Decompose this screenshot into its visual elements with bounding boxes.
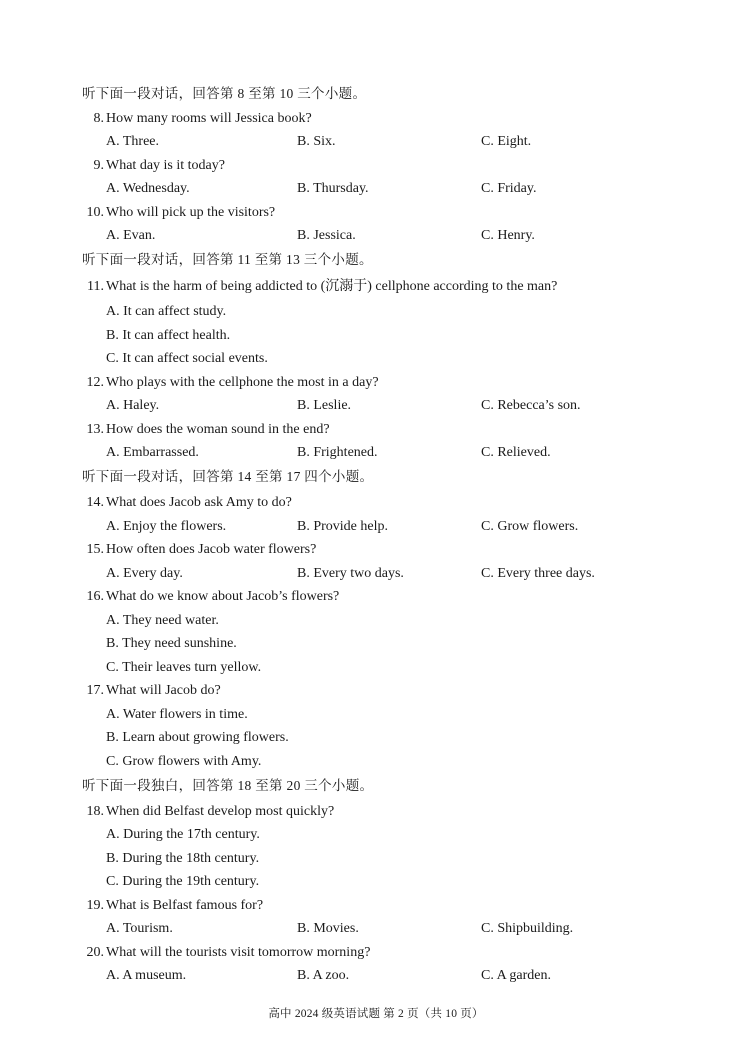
option-a: A. Embarrassed. xyxy=(106,445,199,460)
options-19 xyxy=(0,917,752,940)
question-20 xyxy=(0,941,752,964)
options-12 xyxy=(0,394,752,417)
option-b: B. Provide help. xyxy=(297,519,388,534)
options-16-c xyxy=(0,656,752,679)
option-a: A. Enjoy the flowers. xyxy=(106,519,227,534)
option-a: A. It can affect study. xyxy=(106,304,227,319)
option-a: A. Every day. xyxy=(106,566,183,581)
option-c: C. Grow flowers with Amy. xyxy=(106,754,262,769)
options-17-b xyxy=(0,726,752,749)
question-9 xyxy=(0,154,752,177)
question-text: How many rooms will Jessica book? xyxy=(106,111,312,126)
question-number: 18. xyxy=(86,804,104,819)
options-20 xyxy=(0,964,752,987)
options-16-a xyxy=(0,609,752,632)
option-a: A. Water flowers in time. xyxy=(106,707,248,722)
question-13 xyxy=(0,418,752,441)
options-10 xyxy=(0,224,752,247)
section-heading: 听下面一段对话，回答第 11 至第 13 三个小题。 xyxy=(82,252,373,267)
question-17 xyxy=(0,679,752,702)
options-15 xyxy=(0,562,752,585)
question-19 xyxy=(0,894,752,917)
option-a: A. Evan. xyxy=(106,228,156,243)
option-c: C. Friday. xyxy=(481,181,537,196)
option-c: C. Their leaves turn yellow. xyxy=(106,660,262,675)
question-number: 14. xyxy=(86,495,104,510)
question-text: What is Belfast famous for? xyxy=(106,898,264,913)
options-8 xyxy=(0,130,752,153)
options-11 xyxy=(0,300,752,323)
options-16-b xyxy=(0,632,752,655)
option-a: A. Haley. xyxy=(106,398,160,413)
question-8 xyxy=(0,107,752,130)
option-b: B. Every two days. xyxy=(297,566,404,581)
section-heading: 听下面一段对话，回答第 14 至第 17 四个小题。 xyxy=(82,469,374,484)
question-number: 8. xyxy=(93,111,104,126)
question-text: What will the tourists visit tomorrow morning? xyxy=(106,945,371,960)
options-11-b xyxy=(0,324,752,347)
option-c: C. Rebecca’s son. xyxy=(481,398,581,413)
options-17-c xyxy=(0,750,752,773)
question-text: What is the harm of being addicted to (沉溺于) cellphone according to the man? xyxy=(106,279,558,294)
option-c: C. Grow flowers. xyxy=(481,519,579,534)
question-number: 10. xyxy=(86,205,104,220)
question-text: Who plays with the cellphone the most in a day? xyxy=(106,375,379,390)
question-15 xyxy=(0,538,752,561)
options-18-a xyxy=(0,823,752,846)
question-number: 16. xyxy=(86,589,104,604)
option-a: A. Wednesday. xyxy=(106,181,190,196)
question-text: What does Jacob ask Amy to do? xyxy=(106,495,292,510)
option-b: B. Movies. xyxy=(297,921,359,936)
question-11 xyxy=(0,275,752,298)
option-c: C. During the 19th century. xyxy=(106,874,260,889)
option-a: A. Three. xyxy=(106,134,159,149)
option-b: B. Learn about growing flowers. xyxy=(106,730,289,745)
question-number: 15. xyxy=(86,542,104,557)
question-text: What day is it today? xyxy=(106,158,225,173)
question-text: Who will pick up the visitors? xyxy=(106,205,276,220)
option-a: A. Tourism. xyxy=(106,921,173,936)
option-b: B. A zoo. xyxy=(297,968,350,983)
option-a: A. They need water. xyxy=(106,613,219,628)
question-number: 17. xyxy=(86,683,104,698)
page-footer: 高中 2024 级英语试题 第 2 页（共 10 页） xyxy=(268,1008,484,1020)
question-number: 11. xyxy=(87,279,104,294)
option-c: C. A garden. xyxy=(481,968,551,983)
question-number: 20. xyxy=(86,945,104,960)
option-b: B. Six. xyxy=(297,134,336,149)
option-b: B. Jessica. xyxy=(297,228,356,243)
question-number: 19. xyxy=(86,898,104,913)
question-16 xyxy=(0,585,752,608)
option-b: B. During the 18th century. xyxy=(106,851,260,866)
question-number: 13. xyxy=(86,422,104,437)
question-12 xyxy=(0,371,752,394)
option-b: B. They need sunshine. xyxy=(106,636,237,651)
question-number: 12. xyxy=(86,375,104,390)
options-14 xyxy=(0,515,752,538)
option-b: B. Leslie. xyxy=(297,398,352,413)
option-b: B. Frightened. xyxy=(297,445,378,460)
question-text: What do we know about Jacob’s flowers? xyxy=(106,589,340,604)
options-17-a xyxy=(0,703,752,726)
options-18-b xyxy=(0,847,752,870)
options-13 xyxy=(0,441,752,464)
option-a: A. A museum. xyxy=(106,968,187,983)
question-18 xyxy=(0,800,752,823)
question-14 xyxy=(0,491,752,514)
option-c: C. Henry. xyxy=(481,228,535,243)
question-text: How does the woman sound in the end? xyxy=(106,422,330,437)
question-text: How often does Jacob water flowers? xyxy=(106,542,317,557)
option-b: B. It can affect health. xyxy=(106,328,231,343)
option-c: C. It can affect social events. xyxy=(106,351,268,366)
section-heading: 听下面一段对话，回答第 8 至第 10 三个小题。 xyxy=(82,86,367,101)
options-9 xyxy=(0,177,752,200)
option-b: B. Thursday. xyxy=(297,181,369,196)
options-11-c xyxy=(0,347,752,370)
option-a: A. During the 17th century. xyxy=(106,827,260,842)
options-18-c xyxy=(0,870,752,893)
option-c: C. Eight. xyxy=(481,134,532,149)
option-c: C. Every three days. xyxy=(481,566,595,581)
question-text: When did Belfast develop most quickly? xyxy=(106,804,335,819)
question-text: What will Jacob do? xyxy=(106,683,221,698)
section-heading: 听下面一段独白，回答第 18 至第 20 三个小题。 xyxy=(82,778,374,793)
option-c: C. Shipbuilding. xyxy=(481,921,574,936)
question-number: 9. xyxy=(93,158,104,173)
option-c: C. Relieved. xyxy=(481,445,551,460)
question-10 xyxy=(0,201,752,224)
